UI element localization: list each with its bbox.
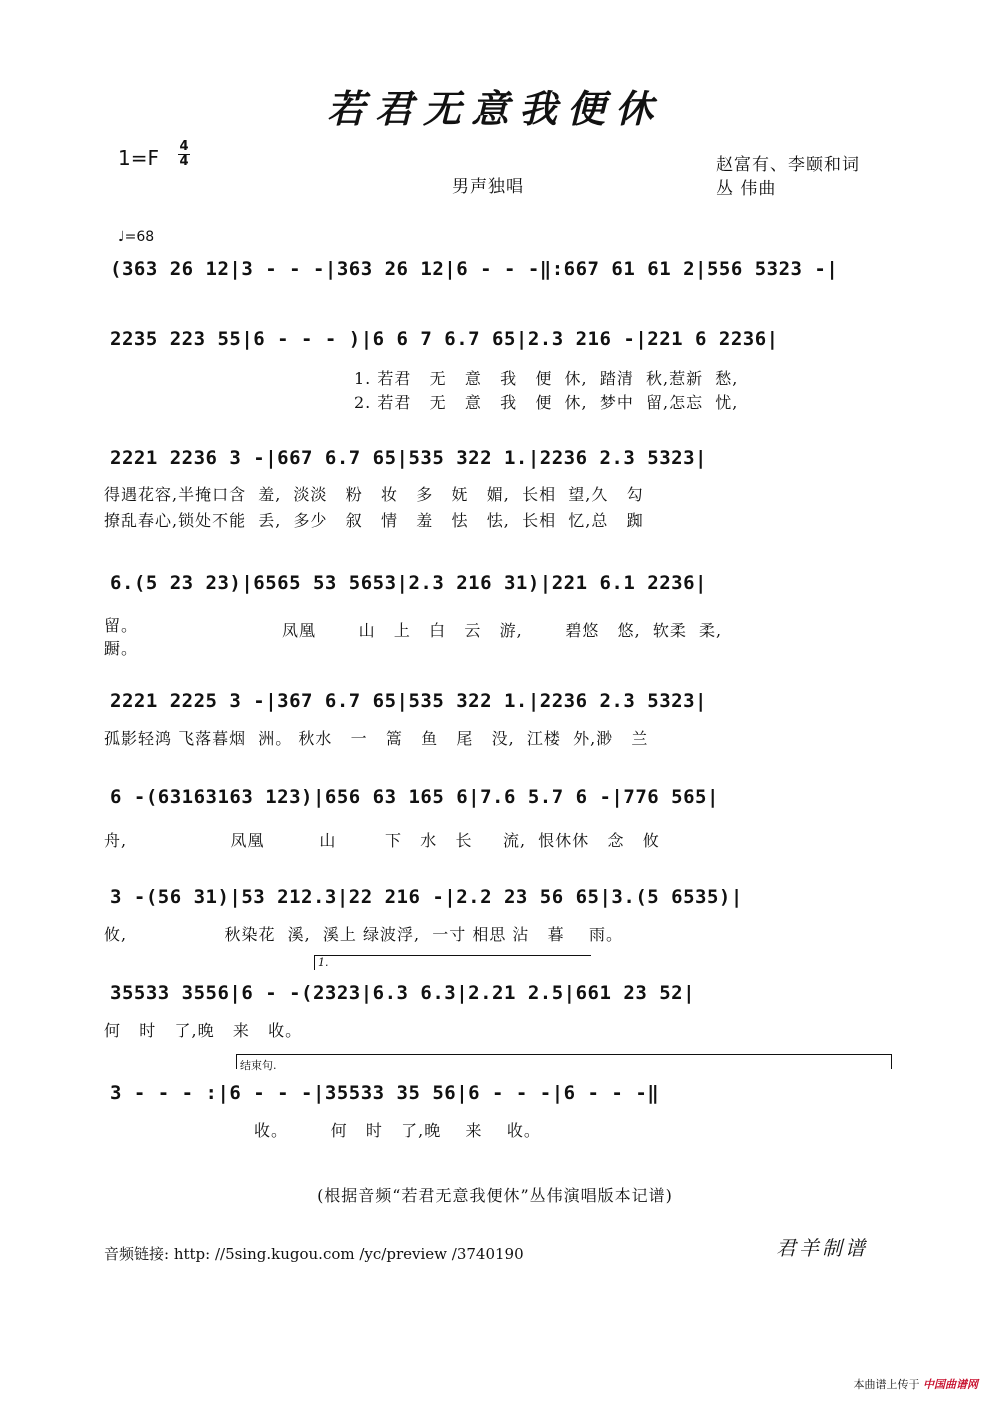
- score-line-8: 35533 3556|6 - -(2323|6.3 6.3|2.21 2.5|661 23 52|: [110, 982, 696, 1004]
- lyric-line-9: 收。 何 时 了,晚 来 收。: [254, 1121, 541, 1140]
- lyric-line-2-verse-2: 2. 若君 无 意 我 便 休, 梦中 留,怎忘 忧,: [354, 393, 739, 412]
- score-line-5: 2221 2225 3 -|367 6.7 65|535 322 1.|2236 2.3 5323|: [110, 690, 707, 712]
- time-denominator: 4: [179, 154, 189, 169]
- lyric-line-4-verse-1: 留。: [104, 616, 139, 635]
- ending-label: 结束句.: [240, 1059, 277, 1072]
- lyric-line-3-verse-2: 撩乱春心,锁处不能 丢, 多少 叙 情 羞 怯 怯, 长相 忆,总 踟: [104, 511, 644, 530]
- time-numerator: 4: [179, 139, 189, 154]
- time-signature: [178, 140, 190, 169]
- upload-credit: [854, 1376, 979, 1392]
- lyric-line-3-verse-1: 得遇花容,半掩口含 羞, 淡淡 粉 妆 多 妩 媚, 长相 望,久 勾: [104, 485, 644, 504]
- key-signature: 1=F: [118, 146, 159, 170]
- score-line-3: 2221 2236 3 -|667 6.7 65|535 322 1.|2236 2.3 5323|: [110, 447, 707, 469]
- volta-first-label: 1.: [318, 956, 329, 969]
- performance-type: 男声独唱: [452, 177, 524, 197]
- score-line-9: 3 - - - :|6 - - -|35533 35 56|6 - - -|6 - - -‖: [110, 1082, 660, 1104]
- score-line-6: 6 -(63163163 123)|656 63 165 6|7.6 5.7 6 -|776 565|: [110, 786, 719, 808]
- upload-text: 本曲谱上传于: [853, 1378, 920, 1391]
- lyric-line-4-main: 凤凰 山 上 白 云 游, 碧悠 悠, 软柔 柔,: [282, 621, 723, 640]
- lyric-line-6: 舟, 凤凰 山 下 水 长 流, 恨休休 念 攸: [104, 831, 660, 850]
- lyric-line-8: 何 时 了,晚 来 收。: [104, 1021, 303, 1040]
- song-title: 若君无意我便休: [326, 86, 663, 131]
- lyricist: 赵富有、李颐和词: [716, 155, 860, 175]
- lyric-line-7: 攸, 秋染花 溪, 溪上 绿波浮, 一寸 相思 沾 暮 雨。: [104, 925, 624, 944]
- score-line-4: 6.(5 23 23)|6565 53 5653|2.3 216 31)|221 6.1 2236|: [110, 572, 707, 594]
- composer: 丛 伟曲: [716, 179, 777, 199]
- audio-link[interactable]: 音频链接: http: //5sing.kugou.com /yc/preview /3740190: [104, 1245, 524, 1263]
- lyric-line-4-verse-2: 蹰。: [104, 639, 139, 658]
- score-line-1: (363 26 12|3 - - -|363 26 12|6 - - -‖:667 61 61 2|556 5323 -|: [110, 258, 839, 280]
- lyric-line-5: 孤影轻鸿 飞落暮烟 洲。 秋水 一 篙 鱼 尾 没, 江楼 外,渺 兰: [104, 729, 649, 748]
- lyric-line-2-verse-1: 1. 若君 无 意 我 便 休, 踏清 秋,惹新 愁,: [354, 369, 739, 388]
- score-line-7: 3 -(56 31)|53 212.3|22 216 -|2.2 23 56 65|3.(5 6535)|: [110, 886, 743, 908]
- tempo-marking: ♩=68: [118, 229, 155, 245]
- ending-bracket: [236, 1054, 892, 1069]
- transcription-note: (根据音频“若君无意我便休”丛伟演唱版本记谱): [317, 1186, 673, 1205]
- site-logo[interactable]: 中国曲谱网: [923, 1378, 978, 1391]
- transcriber-signature: 君羊制谱: [776, 1236, 868, 1260]
- volta-first-bracket: [314, 955, 591, 970]
- score-line-2: 2235 223 55|6 - - - )|6 6 7 6.7 65|2.3 216 -|221 6 2236|: [110, 328, 779, 350]
